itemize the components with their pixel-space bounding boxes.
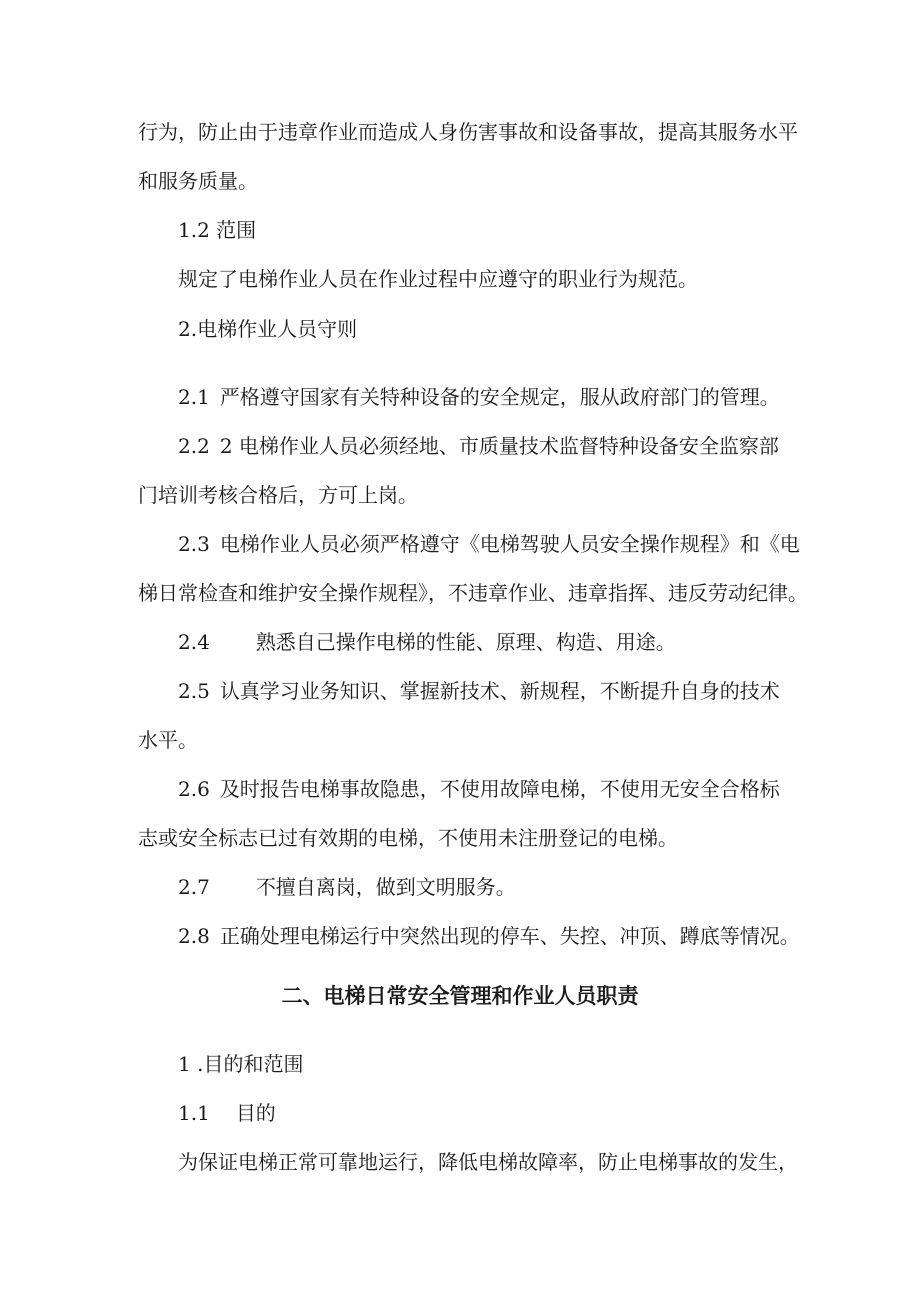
rule-number: 2.3 [178,532,210,556]
rule-2-3 [178,530,800,558]
rule-text: 严格遵守国家有关特种设备的安全规定，服从政府部门的管理。 [219,385,780,409]
rule-number: 2.1 [178,385,210,409]
section-title-2: 2.电梯作业人员守则 [178,317,358,341]
rule-text: 2 电梯作业人员必须经地、市质量技术监督特种设备安全监察部 [219,434,779,458]
rule-text: 熟悉自己操作电梯的性能、原理、构造、用途。 [255,630,676,654]
section-title-1-1 [178,1099,276,1127]
rule-2-4 [178,628,676,656]
rule-2-5 [178,677,780,705]
paragraph-line: 规定了电梯作业人员在作业过程中应遵守的职业行为规范。 [178,267,698,291]
chapter-heading: 二、电梯日常安全管理和作业人员职责 [281,984,639,1008]
rule-2-1 [178,383,780,411]
rule-2-3-cont: 梯日常检查和维护安全操作规程》，不违章作业、违章指挥、违反劳动纪律。 [138,581,808,605]
rule-number: 2.5 [178,679,210,703]
rule-number: 2.4 [178,630,210,654]
rule-text: 及时报告电梯事故隐患，不使用故障电梯，不使用无安全合格标 [219,777,780,801]
rule-number: 2.6 [178,777,210,801]
rule-2-7 [178,873,516,901]
rule-text: 正确处理电梯运行中突然出现的停车、失控、冲顶、蹲底等情况。 [219,924,800,948]
rule-number: 2.7 [178,875,210,899]
rule-2-6 [178,775,780,803]
section-number: 1.1 [178,1101,210,1125]
rule-text: 认真学习业务知识、掌握新技术、新规程，不断提升自身的技术 [219,679,780,703]
rule-2-2-cont: 门培训考核合格后，方可上岗。 [138,483,418,507]
rule-text: 电梯作业人员必须严格遵守《电梯驾驶人员安全操作规程》和《电 [219,532,800,556]
rule-2-6-cont: 志或安全标志已过有效期的电梯，不使用未注册登记的电梯。 [138,826,678,850]
rule-text: 不擅自离岗，做到文明服务。 [255,875,516,899]
rule-number: 2.8 [178,924,210,948]
section-title-purpose-scope: 1 .目的和范围 [178,1052,304,1076]
section-text: 目的 [235,1101,276,1125]
rule-2-5-cont: 水平。 [138,728,198,752]
paragraph-line: 为保证电梯正常可靠地运行，降低电梯故障率，防止电梯事故的发生， [178,1150,798,1174]
section-title-1-2: 1.2 范围 [178,218,257,242]
rule-2-2 [178,432,779,460]
rule-2-8 [178,922,800,950]
paragraph-line: 和服务质量。 [138,169,258,193]
paragraph-line: 行为，防止由于违章作业而造成人身伤害事故和设备事故，提高其服务水平 [138,120,798,144]
rule-number: 2.2 [178,434,210,458]
